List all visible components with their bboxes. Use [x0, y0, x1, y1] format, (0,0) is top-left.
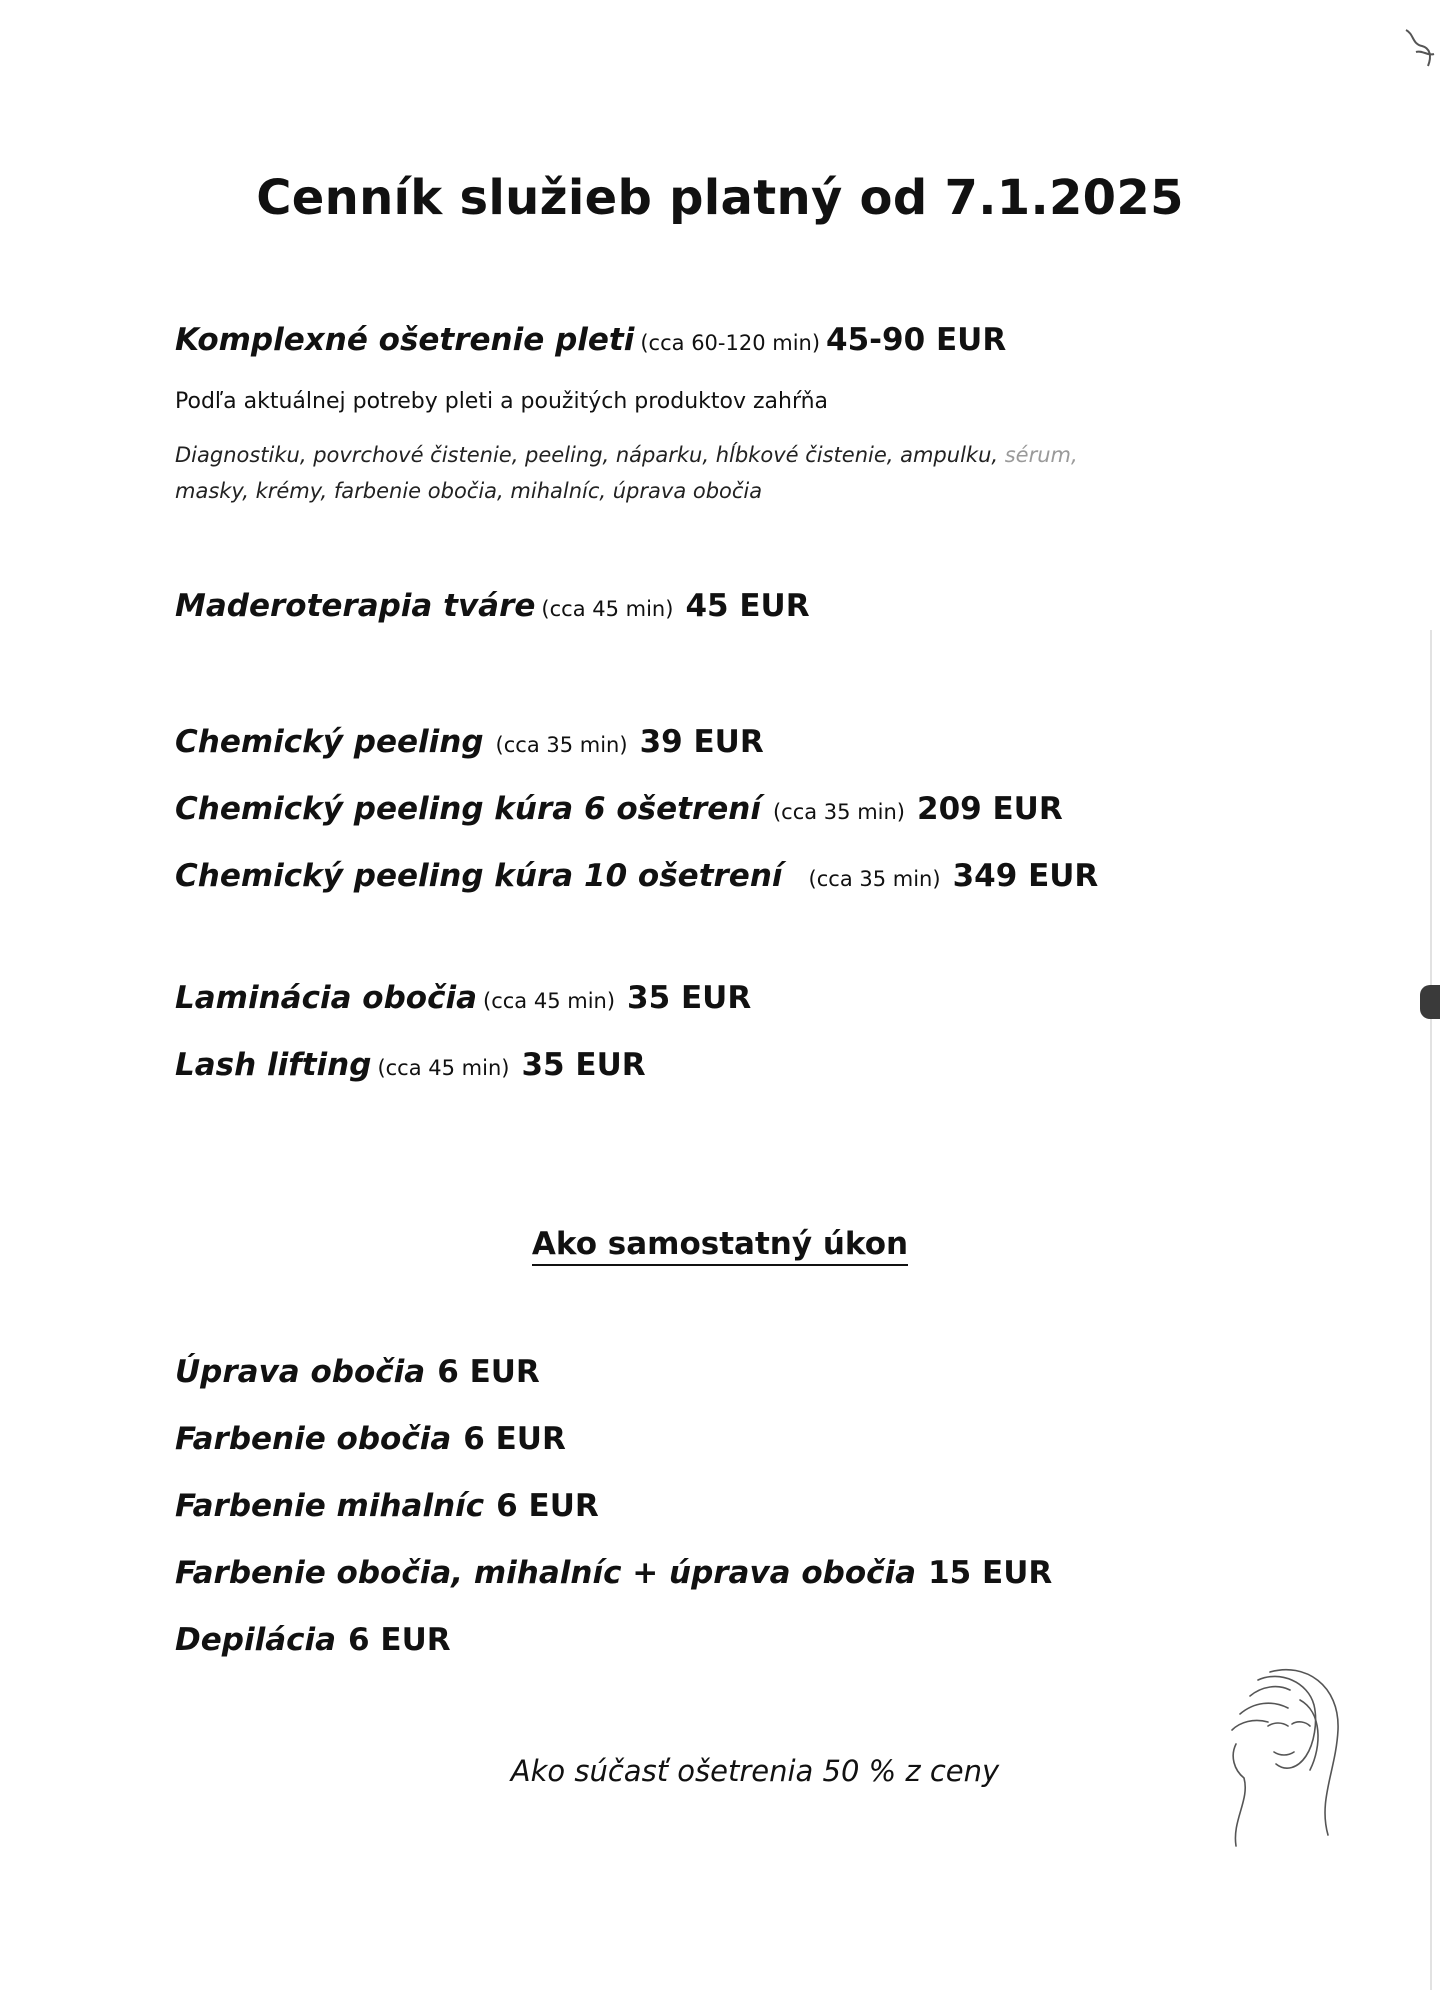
service-price: 45-90 EUR	[826, 322, 1007, 358]
standalone-lash-tint	[175, 1486, 599, 1526]
corner-scribble-icon	[1402, 26, 1438, 72]
service-price: 15 EUR	[928, 1555, 1053, 1591]
standalone-depilation	[175, 1620, 451, 1660]
service-name: Laminácia obočia	[175, 980, 478, 1016]
service-name: Chemický peeling kúra 6 ošetrení	[175, 791, 761, 827]
service-price: 45 EUR	[685, 588, 810, 624]
service-name: Chemický peeling kúra 10 ošetrení	[175, 858, 783, 894]
service-duration: (cca 45 min)	[541, 597, 674, 621]
service-complex-skin-care	[175, 320, 1006, 363]
service-duration: (cca 45 min)	[377, 1056, 510, 1080]
service-chemical-peeling	[175, 722, 764, 765]
service-price: 349 EUR	[952, 858, 1099, 894]
binder-clip-mark	[1420, 985, 1440, 1019]
service-duration: (cca 45 min)	[483, 989, 616, 1013]
standalone-heading	[0, 1226, 1440, 1262]
service-price: 6 EUR	[348, 1622, 451, 1658]
service-maderotherapy	[175, 586, 810, 629]
service-price: 6 EUR	[437, 1354, 540, 1390]
service-price: 6 EUR	[496, 1488, 599, 1524]
complex-includes-faded-text: sérum,	[998, 443, 1078, 467]
page-title: Cenník služieb platný od 7.1.2025	[256, 170, 1184, 226]
complex-includes-line-2: masky, krémy, farbenie obočia, mihalníc, úprava obočia	[175, 479, 763, 503]
standalone-brow-shaping	[175, 1352, 540, 1392]
service-name: Maderoterapia tváre	[175, 588, 536, 624]
complex-includes-line-1	[175, 438, 1078, 473]
service-price: 35 EUR	[521, 1047, 646, 1083]
service-duration: (cca 35 min)	[808, 867, 941, 891]
face-logo-icon	[1210, 1660, 1350, 1850]
service-name: Farbenie obočia	[175, 1421, 452, 1457]
service-price: 35 EUR	[627, 980, 752, 1016]
service-name: Farbenie obočia, mihalníc + úprava obočia	[175, 1555, 917, 1591]
service-duration: (cca 60-120 min)	[640, 331, 821, 355]
scan-edge-line	[1430, 630, 1432, 1990]
service-price: 209 EUR	[917, 791, 1063, 827]
service-chemical-peeling-6	[175, 789, 1063, 832]
standalone-heading-text: Ako samostatný úkon	[532, 1226, 908, 1266]
complex-note: Podľa aktuálnej potreby pleti a použitých produktov zahŕňa	[175, 389, 829, 414]
service-price: 6 EUR	[463, 1421, 566, 1457]
service-name: Depilácia	[175, 1622, 337, 1658]
service-lash-lifting	[175, 1045, 646, 1088]
service-duration: (cca 35 min)	[772, 800, 905, 824]
service-brow-lamination	[175, 978, 751, 1021]
standalone-brow-tint	[175, 1419, 566, 1459]
service-name: Farbenie mihalníc	[175, 1488, 485, 1524]
complex-includes-text: Diagnostiku, povrchové čistenie, peeling, náparku, hĺbkové čistenie, ampulku,	[175, 443, 999, 467]
service-name: Lash lifting	[175, 1047, 372, 1083]
service-chemical-peeling-10	[175, 856, 1098, 899]
service-name: Chemický peeling	[175, 724, 484, 760]
footer-note: Ako súčasť ošetrenia 50 % z ceny	[510, 1754, 1000, 1788]
service-price: 39 EUR	[639, 724, 764, 760]
service-duration: (cca 35 min)	[495, 733, 628, 757]
service-name: Komplexné ošetrenie pleti	[175, 322, 635, 358]
standalone-tint-combo	[175, 1553, 1052, 1593]
service-name: Úprava obočia	[175, 1354, 426, 1390]
